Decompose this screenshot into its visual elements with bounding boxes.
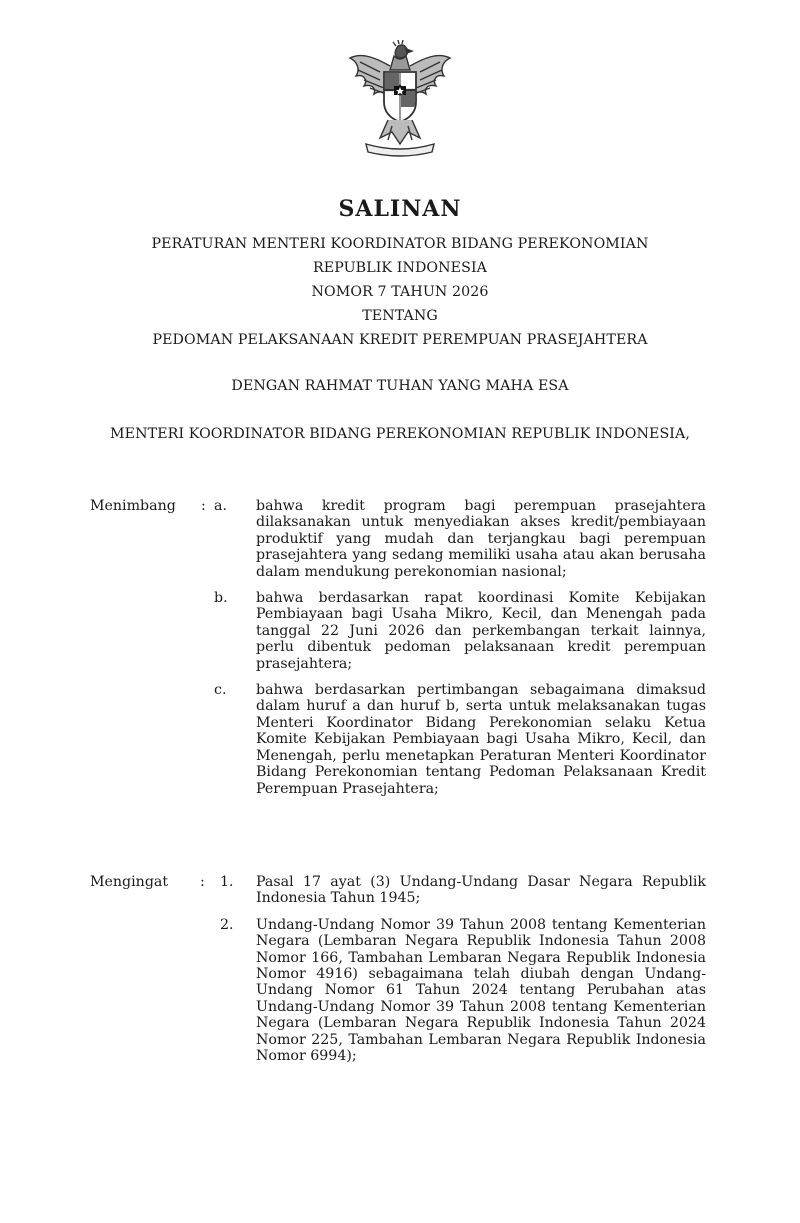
item-text: Pasal 17 ayat (3) Undang-Undang Dasar Negara Republik Indonesia Tahun 1945; bbox=[256, 874, 706, 907]
regulation-title-line-1: PERATURAN MENTERI KOORDINATOR BIDANG PEREKONOMIAN bbox=[151, 236, 649, 252]
garuda-emblem-icon bbox=[340, 40, 460, 160]
item-number: c. bbox=[214, 682, 227, 699]
item-text: bahwa berdasarkan rapat koordinasi Komite Kebijakan Pembiayaan bagi Usaha Mikro, Kecil, dan Menengah pada tanggal 22 Juni 2026 dan perkembangan terkait lainnya, perlu dibentuk pedoman pelaksanaan kredit perempuan prasejahtera; bbox=[256, 590, 706, 672]
list-item bbox=[90, 498, 715, 580]
menimbang-items bbox=[90, 498, 715, 807]
menimbang-colon: : bbox=[201, 498, 206, 514]
mengingat-label: Mengingat bbox=[90, 874, 169, 890]
mengingat-items bbox=[90, 874, 715, 1074]
regulation-tentang: TENTANG bbox=[362, 308, 438, 324]
blessing-line: DENGAN RAHMAT TUHAN YANG MAHA ESA bbox=[231, 378, 569, 394]
item-text: bahwa berdasarkan pertimbangan sebagaimana dimaksud dalam huruf a dan huruf b, serta untuk melaksanakan tugas Menteri Koordinator Bidang Perekonomian selaku Ketua Komite Kebijakan Pembiayaan bagi Usaha Mikro, Kecil, dan Menengah, perlu menetapkan Peraturan Menteri Koordinator Bidang Perekonomian tentang Pedoman Pelaksanaan Kredit Perempuan Prasejahtera; bbox=[256, 682, 706, 797]
item-number: b. bbox=[214, 590, 228, 607]
item-text: bahwa kredit program bagi perempuan prasejahtera dilaksanakan untuk menyediakan akses kredit/pembiayaan produktif yang mudah dan terjangkau bagi perempuan prasejahtera yang sedang memiliki usaha atau akan berusaha dalam mendukung perekonomian nasional; bbox=[256, 498, 706, 580]
regulation-title-line-2: REPUBLIK INDONESIA bbox=[312, 260, 488, 276]
regulation-subject: PEDOMAN PELAKSANAAN KREDIT PEREMPUAN PRASEJAHTERA bbox=[152, 332, 648, 348]
mengingat-colon: : bbox=[200, 874, 205, 890]
salinan-stamp: SALINAN bbox=[338, 196, 462, 222]
regulation-number: NOMOR 7 TAHUN 2026 bbox=[311, 284, 489, 300]
item-number: a. bbox=[214, 498, 227, 514]
menimbang-label: Menimbang bbox=[90, 498, 176, 514]
item-text: Undang-Undang Nomor 39 Tahun 2008 tentang Kementerian Negara (Lembaran Negara Republik Indonesia Tahun 2008 Nomor 166, Tambahan Lembaran Negara Republik Indonesia Nomor 4916) sebagaimana telah diubah dengan Undang-Undang Nomor 61 Tahun 2024 tentang Perubahan atas Undang-Undang Nomor 39 Tahun 2008 tentang Kementerian Negara (Lembaran Negara Republik Indonesia Tahun 2024 Nomor 225, Tambahan Lembaran Negara Republik Indonesia Nomor 6994); bbox=[256, 916, 706, 1065]
item-number: 1. bbox=[220, 874, 234, 890]
minister-line: MENTERI KOORDINATOR BIDANG PEREKONOMIAN REPUBLIK INDONESIA, bbox=[110, 426, 690, 442]
list-item bbox=[90, 590, 715, 672]
list-item bbox=[90, 917, 715, 1065]
list-item bbox=[90, 874, 715, 907]
item-number: 2. bbox=[220, 916, 234, 933]
list-item bbox=[90, 682, 715, 797]
